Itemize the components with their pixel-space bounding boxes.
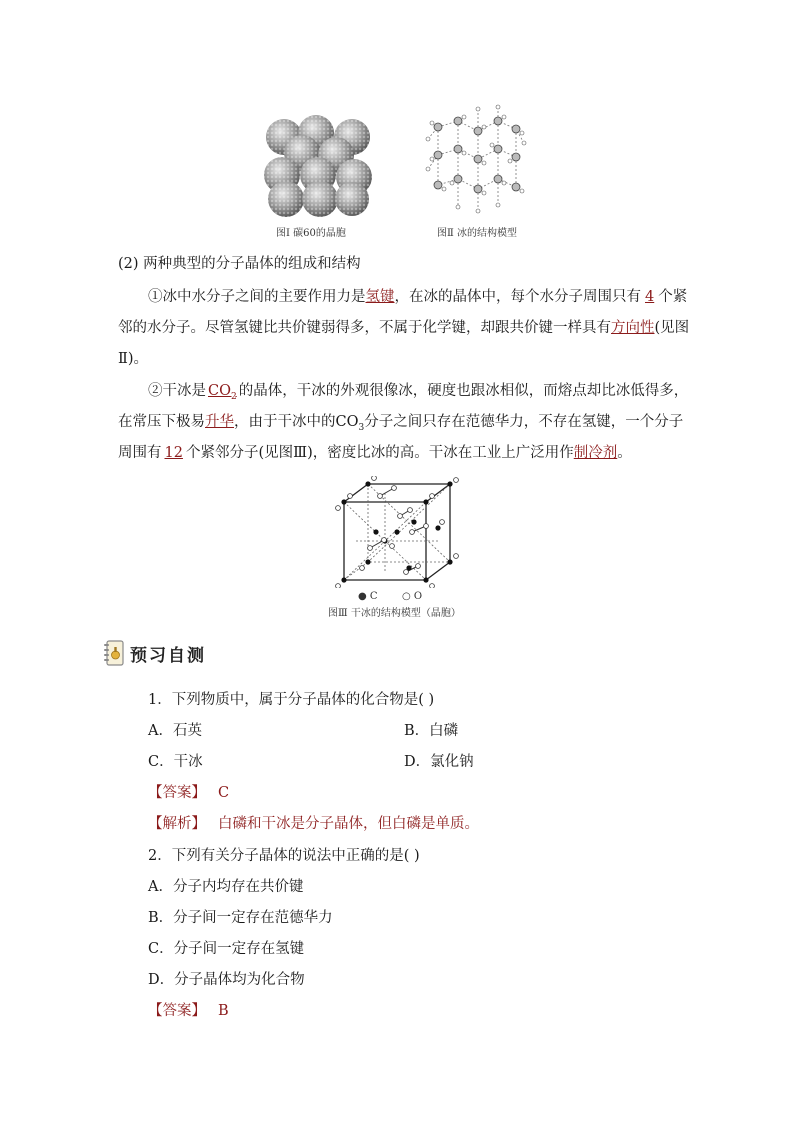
figure-1-caption: 图Ⅰ 碳60的晶胞	[276, 228, 346, 239]
text: 分子之间只存在范德华力，不存在氢键，一个分子	[364, 414, 684, 430]
self-test-title: 预习自测	[130, 645, 206, 666]
text: 。	[617, 445, 632, 461]
answer-label: 【答案】	[148, 1003, 206, 1019]
blank-hydrogen-bond: 氢键	[365, 289, 395, 305]
text: ，由于干冰中的CO	[234, 414, 359, 430]
notebook-icon	[104, 640, 124, 666]
text: 周围有	[118, 445, 162, 461]
q1-option-b[interactable]: B．白磷	[404, 723, 459, 739]
ice-paragraph-line3: Ⅱ)。	[118, 351, 149, 367]
figure-3-legend-o: ○ O	[402, 591, 423, 602]
c60-cell-image	[262, 115, 374, 219]
dry-ice-cell-image	[330, 476, 462, 588]
text: ①冰中水分子之间的主要作用力是	[148, 289, 366, 305]
q1-stem: 1．下列物质中，属于分子晶体的化合物是( )	[148, 692, 435, 708]
blank-neighbor-12: 12	[164, 445, 183, 461]
blank-directionality: 方向性	[611, 320, 655, 336]
section-2-heading: (2) 两种典型的分子晶体的组成和结构	[118, 256, 361, 272]
q1-option-d[interactable]: D．氯化钠	[404, 754, 474, 770]
ice-structure-image	[420, 103, 532, 217]
analysis-text: 白磷和干冰是分子晶体，但白磷是单质。	[218, 816, 479, 832]
text: 邻的水分子。尽管氢键比共价键弱得多，不属于化学键，却跟共价键一样具有	[118, 320, 611, 336]
answer-label: 【答案】	[148, 785, 206, 801]
figure-dry-ice-cell	[330, 476, 462, 588]
q1-option-a[interactable]: A．石英	[148, 723, 202, 739]
q2-option-a[interactable]: A．分子内均存在共价键	[148, 879, 304, 895]
answer-value: B	[218, 1003, 229, 1019]
blank-co2: $CO_2$	[208, 383, 237, 402]
text: 个紧	[658, 289, 688, 305]
q2-option-d[interactable]: D．分子晶体均为化合物	[148, 972, 305, 988]
figure-ice-structure	[420, 103, 532, 217]
blank-refrigerant: 制冷剂	[573, 445, 618, 461]
q1-analysis	[148, 814, 479, 834]
dry-ice-paragraph-line1	[148, 381, 688, 407]
q2-option-b[interactable]: B．分子间一定存在范德华力	[148, 910, 333, 926]
dry-ice-paragraph-line3	[118, 443, 632, 463]
figure-2-caption: 图Ⅱ 冰的结构模型	[437, 228, 517, 239]
figure-c60-cell	[262, 115, 374, 219]
q1-answer	[148, 783, 229, 803]
analysis-label: 【解析】	[148, 816, 206, 832]
ice-paragraph-line2	[118, 318, 689, 338]
q2-stem: 2．下列有关分子晶体的说法中正确的是( )	[148, 848, 420, 864]
text: (见图	[654, 320, 690, 336]
q2-option-c[interactable]: C．分子间一定存在氢键	[148, 941, 305, 957]
figure-3-caption: 图Ⅲ 干冰的结构模型（晶胞）	[328, 608, 461, 619]
text: 的晶体，干冰的外观很像冰，硬度也跟冰相似，而熔点却比冰低得多，	[238, 383, 689, 399]
text: ②干冰是	[148, 383, 206, 399]
self-test-header	[104, 638, 206, 668]
dry-ice-paragraph-line2: 在常压下极易升华，由于干冰中的$CO_3$分子之间只存在范德华力，不存在氢键，一个分子	[118, 414, 684, 433]
figure-3-legend-c: ● C	[358, 591, 378, 602]
q2-answer	[148, 1001, 229, 1021]
blank-sublimation: 升华	[205, 414, 234, 430]
text: ，在冰的晶体中，每个水分子周围只有	[394, 289, 641, 305]
ice-paragraph-line1	[148, 287, 687, 307]
text: 个紧邻分子(见图Ⅲ)，密度比冰的高。干冰在工业上广泛用作	[185, 445, 574, 461]
text: 在常压下极易	[118, 414, 205, 430]
q1-option-c[interactable]: C．干冰	[148, 754, 203, 770]
blank-neighbor-count: 4	[645, 289, 655, 305]
answer-value: C	[218, 785, 230, 801]
